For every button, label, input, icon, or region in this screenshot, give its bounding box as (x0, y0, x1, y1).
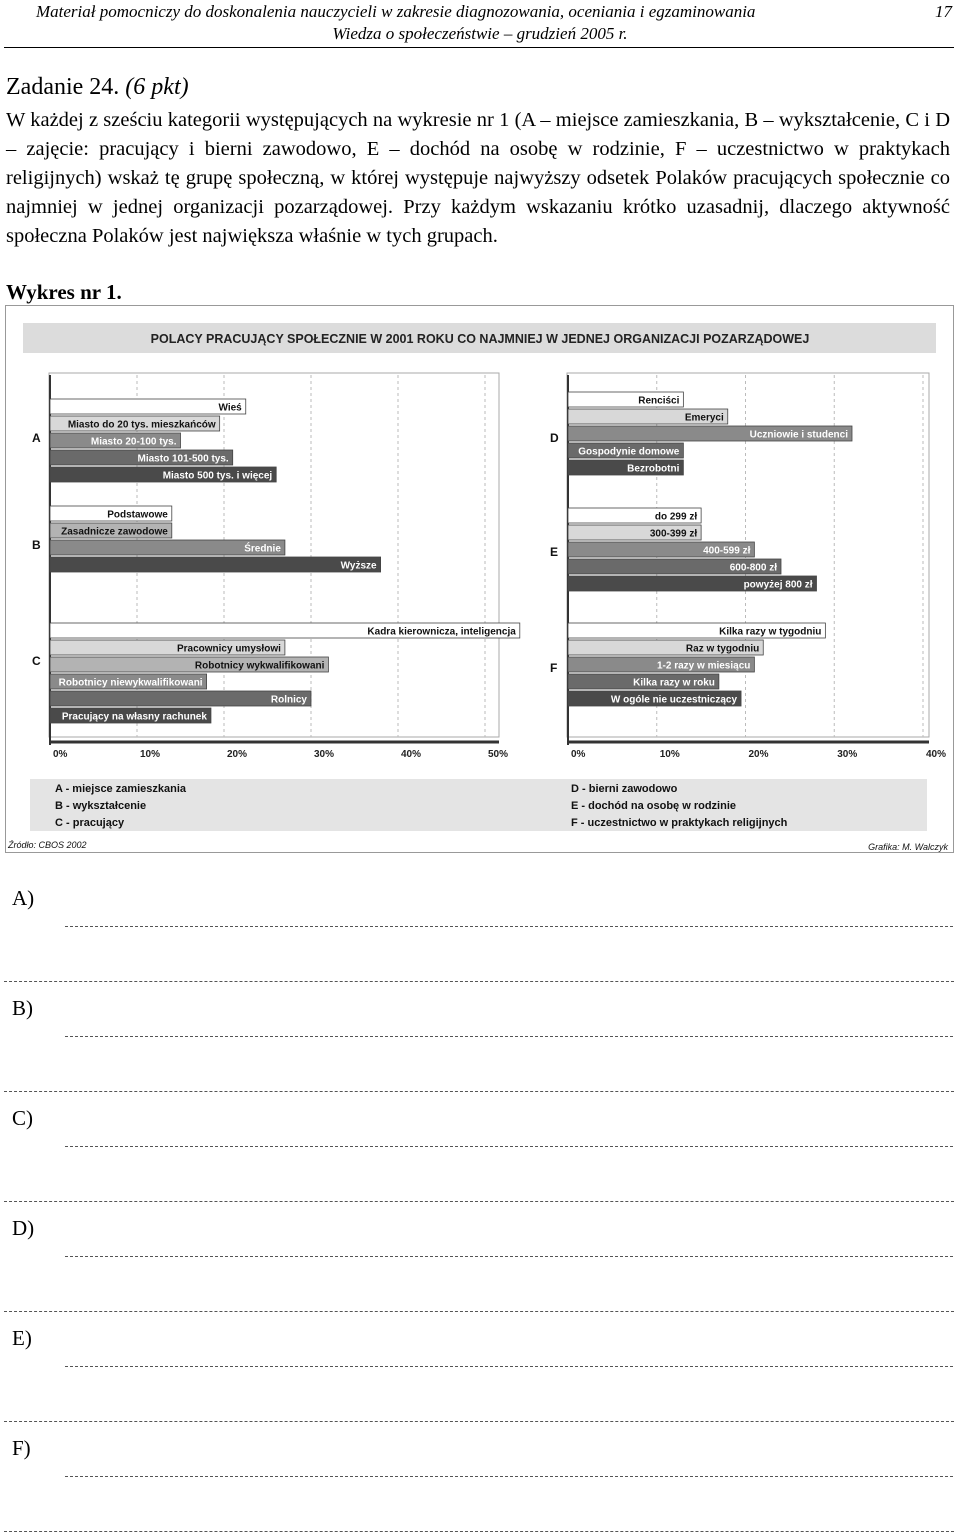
bar-label: Wieś (218, 402, 242, 414)
answer-line[interactable] (65, 1036, 953, 1037)
bar-label: Zasadnicze zawodowe (61, 526, 168, 538)
x-tick-label: 30% (837, 749, 858, 760)
bar-label: Wyższe (340, 560, 377, 572)
bar-label: powyżej 800 zł (743, 579, 813, 591)
bar (50, 557, 381, 572)
answer-line[interactable] (4, 981, 954, 982)
group-letter: F (550, 661, 558, 675)
bar-label: Kilka razy w roku (633, 677, 715, 689)
bar-label: W ogóle nie uczestniczący (610, 694, 738, 706)
answer-line[interactable] (65, 1476, 953, 1477)
bar-label: Kilka razy w tygodniu (719, 626, 822, 638)
header-rule (4, 47, 954, 48)
bar-label: Renciści (638, 395, 680, 407)
answer-label: B) (12, 996, 33, 1020)
chart-title: POLACY PRACUJĄCY SPOŁECZNIE W 2001 ROKU CO NAJMNIEJ W JEDNEJ ORGANIZACJI POZARZĄDOWEJ (150, 332, 810, 346)
legend-item: B - wykształcenie (55, 800, 147, 812)
answer-line[interactable] (4, 1311, 954, 1312)
x-tick-label: 40% (926, 749, 947, 760)
bar-label: Emeryci (684, 412, 724, 424)
group-letter: A (32, 431, 41, 445)
bar-label: 600-800 zł (729, 562, 777, 574)
bar-label: 300-399 zł (649, 528, 698, 540)
task-points: (6 pkt) (125, 74, 189, 100)
x-tick-label: 10% (659, 749, 680, 760)
answer-label: A) (12, 886, 35, 910)
answer-line[interactable] (4, 1421, 954, 1422)
bar-label: Robotnicy niewykwalifikowani (58, 677, 203, 689)
task-prompt: W każdej z sześciu kategorii występujących na wykresie nr 1 (A – miejsce zamieszkania, B – wykształcenie, C i D – zajęcie: pracujący i bierni zawodowo, E – dochód na osobę w rodzinie, F – uczestnictwo w praktykach religijnych) wskaż tę grupę społeczną, w której występuje najwyższy odsetek Polaków pracujących społecznie co najmniej w jednej organizacji pozarządowej. Przy każdym wskazaniu krótko uzasadnij, dlaczego aktywność społeczna Polaków jest największa właśnie w tych grupach. (6, 109, 950, 247)
bar-label: Raz w tygodniu (685, 643, 760, 655)
legend-item: A - miejsce zamieszkania (55, 783, 187, 795)
task-title (6, 74, 189, 101)
legend-item: E - dochód na osobę w rodzinie (571, 800, 737, 812)
task-number: Zadanie 24. (6, 74, 120, 100)
x-tick-label: 20% (227, 749, 248, 760)
chart-credit: Grafika: M. Walczyk (868, 842, 948, 852)
bar-label: Bezrobotni (627, 463, 680, 475)
x-tick-label: 20% (748, 749, 769, 760)
answer-line[interactable] (4, 1091, 954, 1092)
x-tick-label: 10% (140, 749, 161, 760)
x-tick-label: 0% (571, 749, 586, 760)
x-tick-label: 50% (488, 749, 509, 760)
x-tick-label: 0% (53, 749, 68, 760)
bar-label: Miasto 101-500 tys. (137, 453, 229, 465)
group-letter: D (550, 431, 559, 445)
answer-label: D) (12, 1216, 35, 1240)
chart-source: Źródło: CBOS 2002 (8, 840, 87, 850)
bar-label: Rolnicy (270, 694, 307, 706)
bar-label: Gospodynie domowe (578, 446, 680, 458)
answer-line[interactable] (4, 1201, 954, 1202)
bar-label: Miasto 500 tys. i więcej (162, 470, 273, 482)
answer-label: F) (12, 1436, 31, 1460)
bar-label: do 299 zł (654, 511, 698, 523)
figure-label: Wykres nr 1. (6, 280, 122, 304)
legend-item: F - uczestnictwo w praktykach religijnych (571, 817, 788, 829)
page-number: 17 (935, 2, 952, 21)
answer-line[interactable] (65, 926, 953, 927)
answer-label: E) (12, 1326, 32, 1350)
group-letter: C (32, 654, 41, 668)
group-letter: E (550, 545, 559, 559)
bar-label: Kadra kierownicza, inteligencja (367, 626, 516, 638)
x-tick-label: 30% (314, 749, 335, 760)
answer-line[interactable] (65, 1366, 953, 1367)
bar-label: Miasto 20-100 tys. (90, 436, 177, 448)
bar-label: 1-2 razy w miesiącu (656, 660, 751, 672)
answer-line[interactable] (65, 1256, 953, 1257)
answer-label: C) (12, 1106, 33, 1130)
bar-label: Pracownicy umysłowi (176, 643, 281, 655)
chart-figure (5, 305, 954, 853)
bar (50, 399, 246, 414)
bar-label: Miasto do 20 tys. mieszkańców (67, 419, 216, 431)
bar-label: Uczniowie i studenci (749, 429, 848, 441)
header-line-2: Wiedza o społeczeństwie – grudzień 2005 r. (332, 24, 628, 43)
legend-item: D - bierni zawodowo (571, 783, 678, 795)
bar-label: Podstawowe (107, 509, 168, 521)
bar-label: 400-599 zł (703, 545, 751, 557)
bar-label: Średnie (244, 543, 281, 555)
bar-label: Pracujący na własny rachunek (61, 711, 207, 723)
group-letter: B (32, 538, 41, 552)
x-tick-label: 40% (401, 749, 422, 760)
header-line-1: Materiał pomocniczy do doskonalenia nauczycieli w zakresie diagnozowania, oceniania i egzaminowania (36, 2, 756, 21)
answer-line[interactable] (65, 1146, 953, 1147)
bar-label: Robotnicy wykwalifikowani (194, 660, 325, 672)
legend-item: C - pracujący (55, 817, 125, 829)
